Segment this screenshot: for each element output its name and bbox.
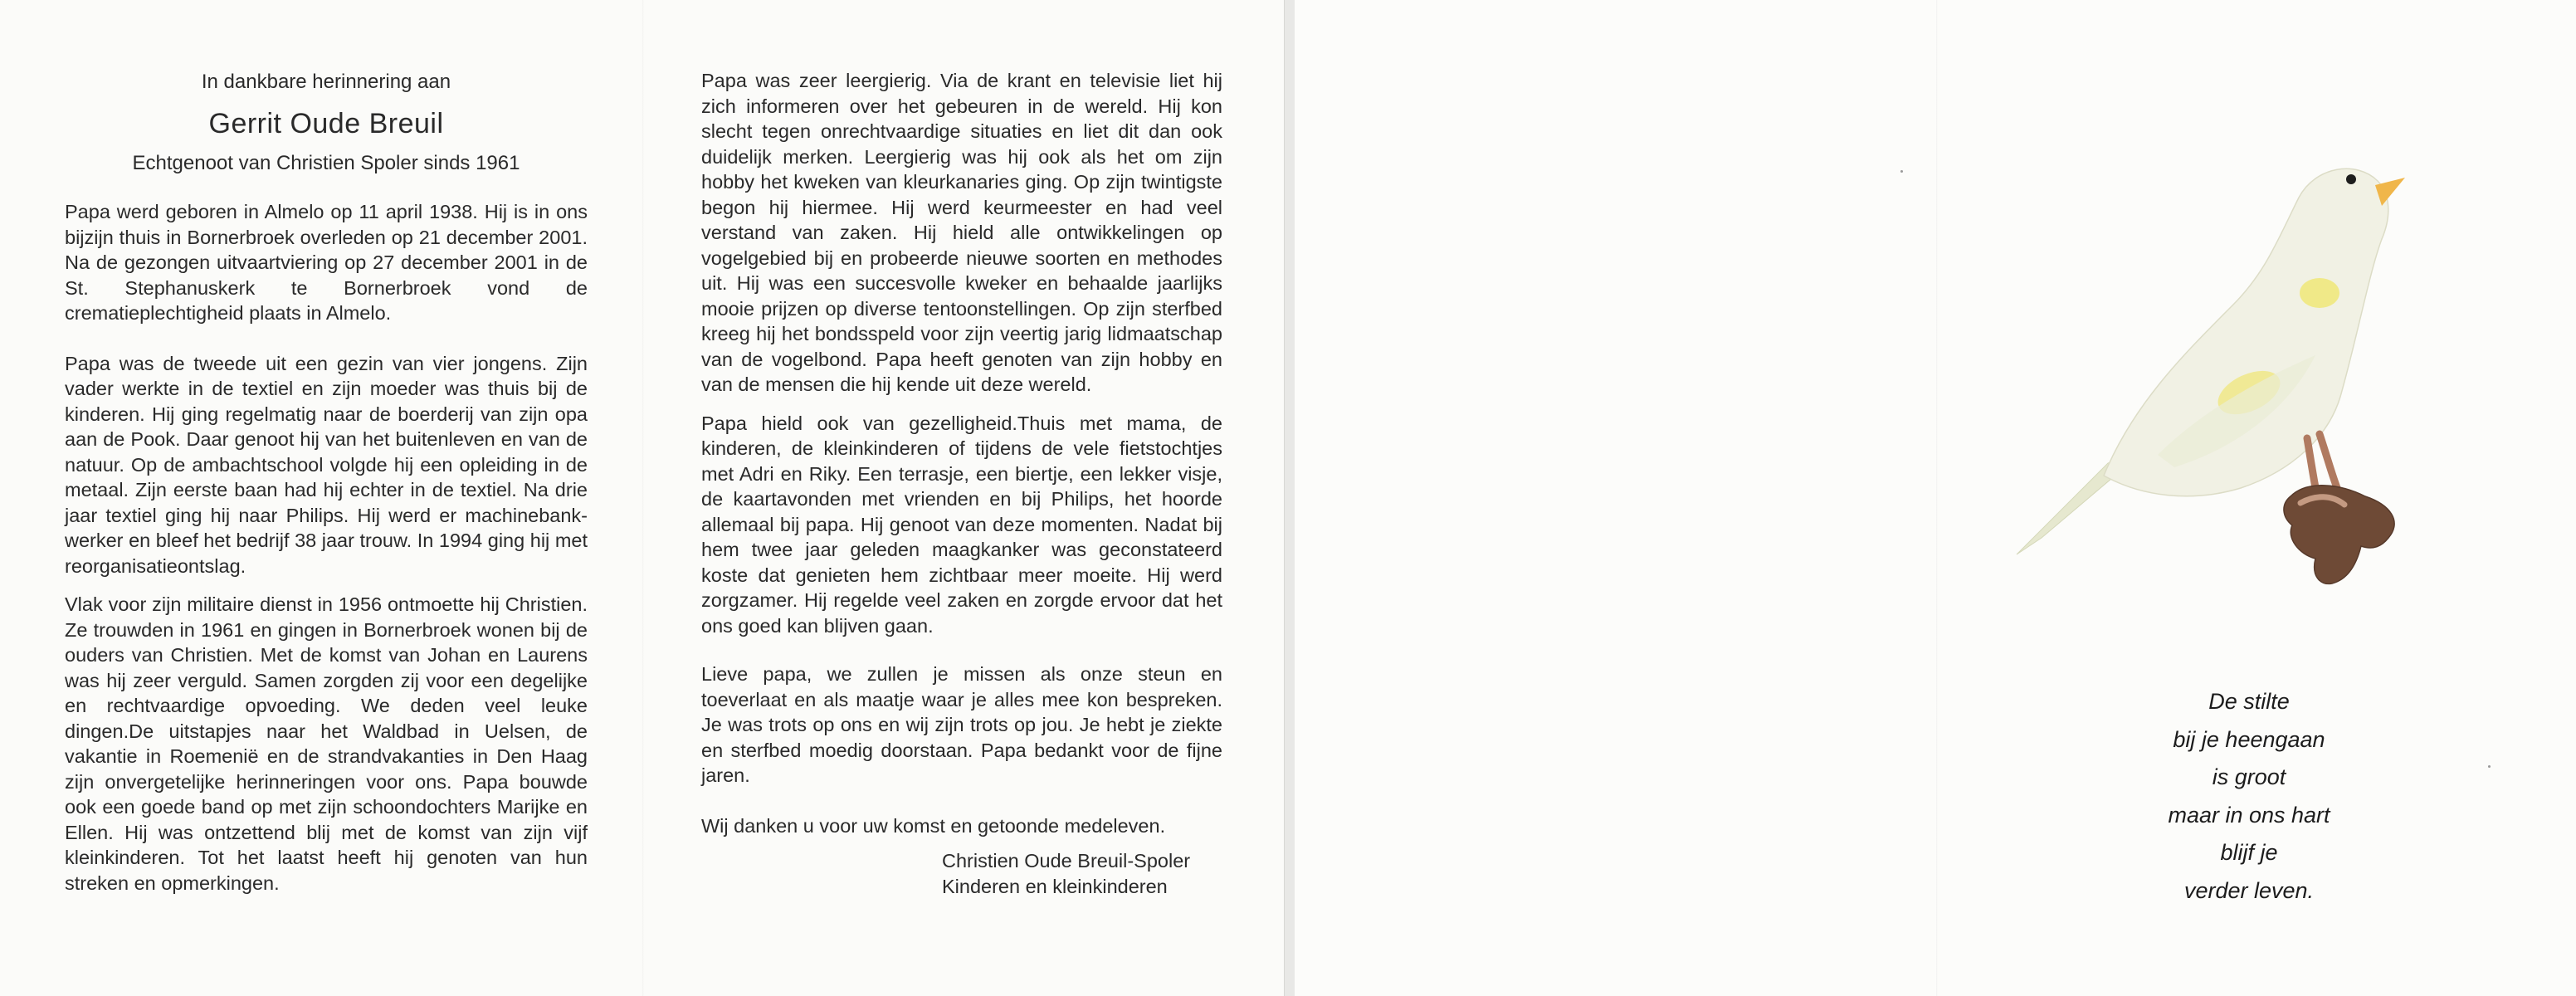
bird-wing-patch: [2300, 278, 2339, 308]
signature-line: Kinderen en kleinkinderen: [942, 875, 1168, 897]
poem-line: blijf je: [2220, 840, 2278, 865]
fold-line: [1936, 0, 1938, 996]
memorial-poem: [2091, 683, 2407, 910]
biography-paragraph: Papa hield ook van gezelligheid.Thuis met mama, de kinderen, de kleinkinderen of tijdens de vele fietstochtjes met Adri en Riky. Een terrasje, een biertje, een lekker visje, de kaartavonden met vrienden en bij Philips, het hoorde allemaal bij papa. Hij genoot van deze momenten. Nadat bij hem twee jaar geleden maagkanker was geconstateerd koste dat genieten hem zichtbaar meer moeite. Hij werd zorgzamer. Hij regelde veel zaken en zorgde ervoor dat het ons goed kan blijven gaan.: [701, 412, 1222, 637]
poem-line: De stilte: [2208, 689, 2290, 714]
signature-line: Christien Oude Breuil-Spoler: [942, 850, 1191, 872]
paper-speck: [1900, 170, 1903, 173]
text-column-left: [65, 68, 588, 909]
farewell-paragraph: Lieve papa, we zullen je missen als onze steun en toeverlaat en als maatje waar je alles mee kon bespreken. Je was trots op ons en wij zijn trots op jou. Je hebt je ziekte en sterfbed moedig doorstaan. Papa bedankt voor de fijne jaren.: [701, 663, 1222, 786]
biography-paragraph: Papa was de tweede uit een gezin van vier jongens. Zijn vader werkte in de textiel en zijn moeder was thuis bij de kinderen. Hij ging regelmatig naar de boerderij van zijn opa aan de Pook. Daar genoot hij van het buitenleven en van de natuur. Op de ambachtschool volgde hij een opleiding in de metaal. Zijn eerste baan had hij echter in de textiel. Na drie jaar textiel ging hij naar Philips. Hij werd er machinebank-werker en bleef het bedrijf 38 jaar trouw. In 1994 ging hij met reorganisatieontslag.: [65, 352, 588, 577]
poem-line: is groot: [2212, 764, 2286, 789]
left-card-spread: [0, 0, 1285, 996]
canary-bird-illustration: [1992, 148, 2423, 613]
poem-line: maar in ons hart: [2168, 802, 2330, 828]
bird-body: [2104, 168, 2388, 496]
poem-line: bij je heengaan: [2173, 726, 2325, 752]
biography-paragraph: Vlak voor zijn militaire dienst in 1956 ontmoette hij Christien. Ze trouwden in 1961 en gingen in Bornerbroek wonen bij de ouders van Christien. Met de komst van Johan en Laurens was hij zeer verguld. Samen zorgden zij voor een degelijke en rechtvaardige opvoeding. We deden veel leuke dingen.De uitstapjes naar het Waldbad in Uelsen, de vakantie in Roemenië en de strandvakanties in Den Haag zijn onvergetelijke herinneringen voor ons. Papa bouwde ook een goede band op met zijn schoondochters Marijke en Ellen. Hij was ontzettend blij met de komst van zijn vijf kleinkinderen. Tot het laatst heeft hij genoten van hun streken en opmerkingen.: [65, 593, 588, 894]
intro-line: In dankbare herinnering aan: [201, 71, 451, 93]
biography-paragraph: Papa was zeer leergierig. Via de krant en televisie liet hij zich informeren over het gebeuren in de wereld. Hij kon slecht tegen onrechtvaardige situaties en liet dit dan ook duidelijk merken. Leergierig was hij ook als het om zijn hobby het kweken van kleurkanaries ging. Op zijn twintigste begon hij hiermee. Hij werd keurmeester en had veel verstand van zaken. Hij hield alle ontwikkelingen op vogelgebied bij en probeerde nieuwe soorten en methodes uit. Hij was een succesvolle kweker en behaalde jaarlijks mooie prijzen op diverse tentoonstellingen. Op zijn sterfbed kreeg hij het bondsspeld voor zijn veertig jarig lidmaatschap van de vogelbond. Papa heeft genoten van zijn hobby en van de mensen die hij kende uit deze wereld.: [701, 70, 1222, 395]
bird-eye: [2346, 174, 2356, 184]
text-column-middle: [701, 68, 1222, 899]
paper-speck: [2488, 765, 2491, 768]
thanks-line: Wij danken u voor uw komst en getoonde medeleven.: [701, 814, 1166, 837]
poem-line: verder leven.: [2183, 877, 2315, 903]
biography-paragraph: Papa werd geboren in Almelo op 11 april 1938. Hij is in ons bijzijn thuis in Bornerbroek overleden op 21 december 2001. Na de gezongen uitvaartviering op 27 december 2001 in de St. Stephanuskerk te Bornerbroek vond de crematieplechtigheid plaats in Almelo.: [65, 201, 588, 324]
deceased-name: Gerrit Oude Breuil: [208, 108, 444, 139]
spouse-line: Echtgenoot van Christien Spoler sinds 1961: [132, 152, 520, 174]
fold-line: [642, 0, 644, 996]
signature-block: [942, 848, 1222, 899]
